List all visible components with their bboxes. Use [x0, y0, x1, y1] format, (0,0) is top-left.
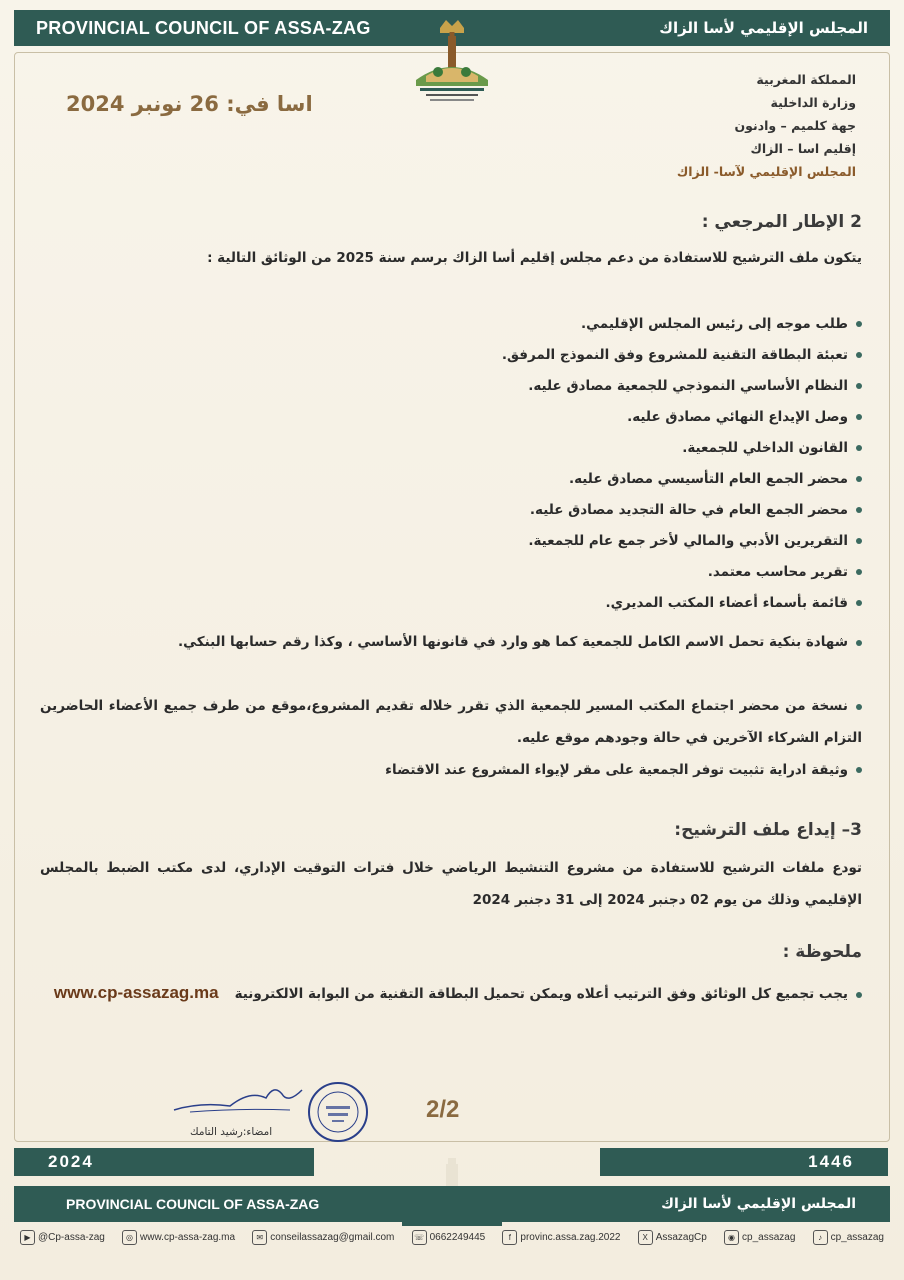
bullet-icon [856, 538, 862, 544]
list-item-bank-certificate: شهادة بنكية تحمل الاسم الكامل للجمعية كما هو وارد في قانونها الأساسي ، وكذا رقم حسابها البنكي. [40, 626, 862, 658]
bullet-icon [856, 640, 862, 646]
admin-line-region: جهة كلميم – وادنون [734, 118, 856, 133]
admin-line-province: إقليم اسا – الزاك [750, 141, 856, 156]
bullet-icon [856, 445, 862, 451]
contact-whatsapp[interactable]: ☏ 0662249445 [412, 1230, 486, 1245]
portal-link[interactable]: www.cp-assazag.ma [53, 983, 219, 1002]
contact-tiktok[interactable]: ♪ cp_assazag [813, 1230, 884, 1245]
administrative-header [677, 68, 856, 183]
instagram-icon: ◉ [724, 1230, 739, 1245]
bullet-icon [856, 507, 862, 513]
bullet-icon [856, 383, 862, 389]
section2-heading: 2 الإطار المرجعي : [701, 212, 862, 232]
note-heading: ملحوظة : [782, 942, 862, 962]
admin-line-kingdom: المملكة المغربية [756, 72, 856, 87]
section3-text: تودع ملفات الترشيح للاستفادة من مشروع التنشيط الرياضي خلال فترات التوقيت الإداري، لدى مكتب الضبط بالمجلس الإقليمي وذلك من يوم 02 دجنبر 2024 إلى 31 دجنبر 2024 [40, 860, 862, 908]
signature-icon [170, 1080, 310, 1120]
x-icon: X [638, 1230, 653, 1245]
list-item: القانون الداخلي للجمعية. [40, 432, 862, 463]
section2-intro: يتكون ملف الترشيح للاستفادة من دعم مجلس إقليم أسا الزاك برسم سنة 2025 من الوثائق التالية : [207, 250, 862, 266]
contact-instagram[interactable]: ◉ cp_assazag [724, 1230, 795, 1245]
list-item: محضر الجمع العام التأسيسي مصادق عليه. [40, 463, 862, 494]
section3-heading: 3– إيداع ملف الترشيح: [674, 820, 862, 840]
council-emblem-icon [402, 14, 502, 114]
list-item: قائمة بأسماء أعضاء المكتب المديري. [40, 587, 862, 618]
list-item: طلب موجه إلى رئيس المجلس الإقليمي. [40, 308, 862, 339]
bullet-icon [856, 352, 862, 358]
bullet-icon [856, 704, 862, 710]
bullet-icon [856, 600, 862, 606]
bullet-icon [856, 767, 862, 773]
admin-line-ministry: وزارة الداخلية [770, 95, 856, 110]
list-item: وثيقة ادراية تثبيت توفر الجمعية على مقر لإيواء المشروع عند الاقتضاء [40, 754, 862, 785]
admin-line-council: المجلس الإقليمي لآسا- الزاك [676, 164, 856, 179]
whatsapp-icon: ☏ [412, 1230, 427, 1245]
footer-bar [14, 1186, 890, 1222]
list-item: التقريرين الأدبي والمالي لأخر جمع عام للجمعية. [40, 525, 862, 556]
facebook-icon: f [502, 1230, 517, 1245]
page-number: 2/2 [426, 1096, 460, 1123]
bullet-icon [856, 414, 862, 420]
contact-email[interactable]: ✉ conseilassazag@gmail.com [252, 1230, 394, 1245]
globe-icon: ◎ [122, 1230, 137, 1245]
contact-website[interactable]: ◎ www.cp-assa-zag.ma [122, 1230, 235, 1245]
document-date: اسا في: 26 نونبر 2024 [66, 92, 313, 116]
gregorian-year-bar: 2024 [14, 1148, 314, 1176]
signature-label: امضاء:رشيد التامك [190, 1126, 273, 1138]
list-item: تعبئة البطاقة التقنية للمشروع وفق النموذج المرفق. [40, 339, 862, 370]
footer-ar-title: المجلس الإقليمي لأسا الزاك [661, 1196, 856, 1212]
youtube-icon: ▶ [20, 1230, 35, 1245]
header-ar-title: المجلس الإقليمي لأسا الزاك [659, 19, 868, 37]
bullet-icon [856, 321, 862, 327]
bullet-icon [856, 569, 862, 575]
list-item: محضر الجمع العام في حالة التجديد مصادق عليه. [40, 494, 862, 525]
hijri-year-bar: 1446 [600, 1148, 888, 1176]
contact-facebook[interactable]: f provinc.assa.zag.2022 [502, 1230, 620, 1245]
contact-x[interactable]: X AssazagCp [638, 1230, 707, 1245]
header-en-title: PROVINCIAL COUNCIL OF ASSA-ZAG [36, 17, 371, 38]
official-stamp-icon [306, 1080, 370, 1144]
list-item: تقرير محاسب معتمد. [40, 556, 862, 587]
tiktok-icon: ♪ [813, 1230, 828, 1245]
bullet-icon [856, 476, 862, 482]
list-item: النظام الأساسي النموذجي للجمعية مصادق عليه. [40, 370, 862, 401]
list-item-meeting-minutes: نسخة من محضر اجتماع المكتب المسير للجمعية الذي تقرر خلاله تقديم المشروع،موقع من طرف جميع الأعضاء الحاضرين التزام الشركاء الآخرين في حالة وجودهم موقع عليه. [40, 698, 862, 746]
required-documents-list [40, 308, 862, 618]
list-item-premises [40, 754, 862, 785]
contact-youtube[interactable]: ▶ @Cp-assa-zag [20, 1230, 105, 1245]
mail-icon: ✉ [252, 1230, 267, 1245]
footer-en-title: PROVINCIAL COUNCIL OF ASSA-ZAG [66, 1196, 320, 1212]
contact-strip [14, 1226, 890, 1248]
list-item: وصل الإيداع النهائي مصادق عليه. [40, 401, 862, 432]
note-text: يجب تجميع كل الوثائق وفق الترتيب أعلاه ويمكن تحميل البطاقة التقنية من البوابة الالكترونيةwww.cp-assazag.ma [40, 976, 862, 1011]
bullet-icon [856, 992, 862, 998]
